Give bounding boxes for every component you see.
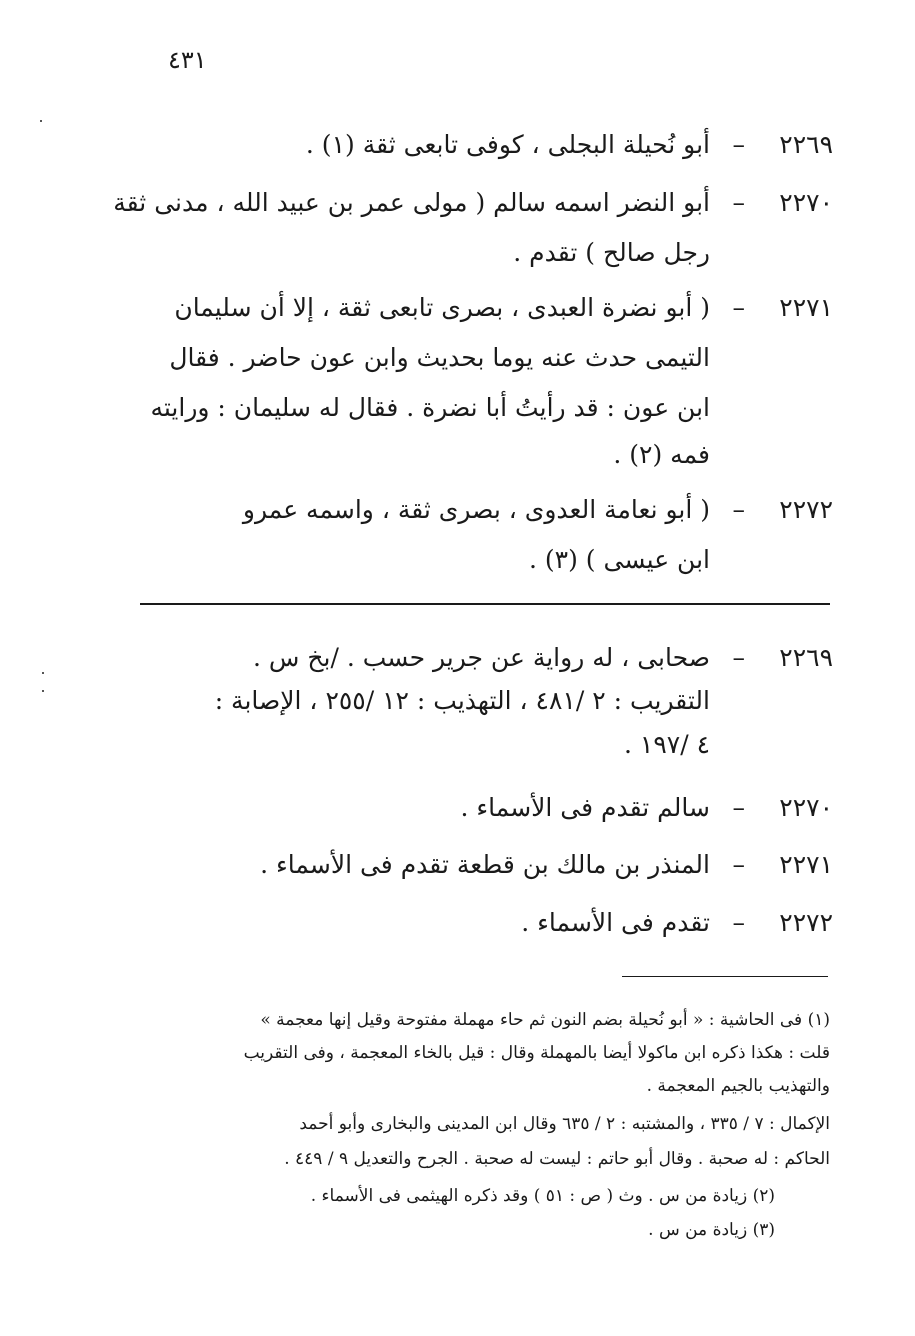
entry-dash: – [732, 495, 745, 524]
commentary-text: المنذر بن مالك بن قطعة تقدم فى الأسماء . [260, 850, 710, 879]
scan-speck [40, 120, 42, 122]
entry-number: ٢٢٧٠ [779, 188, 833, 217]
entry-text: رجل صالح ) تقدم . [513, 238, 710, 267]
entry-number: ٢٢٦٩ [779, 130, 833, 159]
commentary-text: ٤ /١٩٧ . [623, 730, 710, 759]
commentary-text: صحابى ، له رواية عن جرير حسب . /بخ س . [253, 643, 710, 672]
section-divider [140, 603, 830, 605]
footnote-divider [622, 976, 828, 977]
scan-speck [42, 672, 44, 674]
commentary-number: ٢٢٦٩ [779, 643, 833, 672]
entry-number: ٢٢٧١ [779, 293, 833, 322]
commentary-text: سالم تقدم فى الأسماء . [460, 793, 710, 822]
commentary-dash: – [732, 908, 745, 937]
entry-text: ابن عيسى ) (٣) . [529, 545, 710, 574]
commentary-number: ٢٢٧٢ [779, 908, 833, 937]
entry-text: التيمى حدث عنه يوما بحديث وابن عون حاضر . فقال [169, 343, 710, 372]
entry-dash: – [732, 293, 745, 322]
page-number: ٤٣١ [168, 46, 207, 74]
footnote-line: الحاكم : له صحبة . وقال أبو حاتم : ليست له صحبة . الجرح والتعديل ٩ / ٤٤٩ . [284, 1149, 830, 1169]
commentary-text: التقريب : ٢ /٤٨١ ، التهذيب : ١٢ /٢٥٥ ، الإصابة : [214, 686, 710, 715]
commentary-dash: – [732, 850, 745, 879]
footnote-line: (٣) زيادة من س . [648, 1220, 775, 1240]
commentary-number: ٢٢٧٠ [779, 793, 833, 822]
entry-text: ابن عون : قد رأيتُ أبا نضرة . فقال له سليمان : ورايته [150, 393, 710, 422]
entry-text: ( أبو نضرة العبدى ، بصرى تابعى ثقة ، إلا أن سليمان [174, 293, 710, 322]
entry-text: ( أبو نعامة العدوى ، بصرى ثقة ، واسمه عمرو [242, 495, 710, 524]
scan-speck [42, 690, 44, 692]
commentary-dash: – [732, 793, 745, 822]
footnote-line: (١) فى الحاشية : « أبو نُحيلة بضم النون ثم حاء مهملة مفتوحة وقيل إنها معجمة » [260, 1010, 830, 1030]
entry-number: ٢٢٧٢ [779, 495, 833, 524]
entry-text: أبو نُحيلة البجلى ، كوفى تابعى ثقة (١) . [305, 130, 710, 159]
footnote-line: الإكمال : ٧ / ٣٣٥ ، والمشتبه : ٢ / ٦٣٥ وقال ابن المدينى والبخارى وأبو أحمد [299, 1114, 830, 1134]
commentary-number: ٢٢٧١ [779, 850, 833, 879]
entry-text: فمه (٢) . [613, 440, 710, 469]
entry-dash: – [732, 130, 745, 159]
commentary-dash: – [732, 643, 745, 672]
footnote-line: (٢) زيادة من س . وث ( ص : ٥١ ) وقد ذكره الهيثمى فى الأسماء . [310, 1186, 775, 1206]
commentary-text: تقدم فى الأسماء . [521, 908, 710, 937]
footnote-line: والتهذيب بالجيم المعجمة . [646, 1076, 830, 1096]
footnote-line: قلت : هكذا ذكره ابن ماكولا أيضا بالمهملة وقال : قيل بالخاء المعجمة ، وفى التقريب [243, 1043, 830, 1063]
entry-text: أبو النضر اسمه سالم ( مولى عمر بن عبيد الله ، مدنى ثقة [113, 188, 710, 217]
entry-dash: – [732, 188, 745, 217]
